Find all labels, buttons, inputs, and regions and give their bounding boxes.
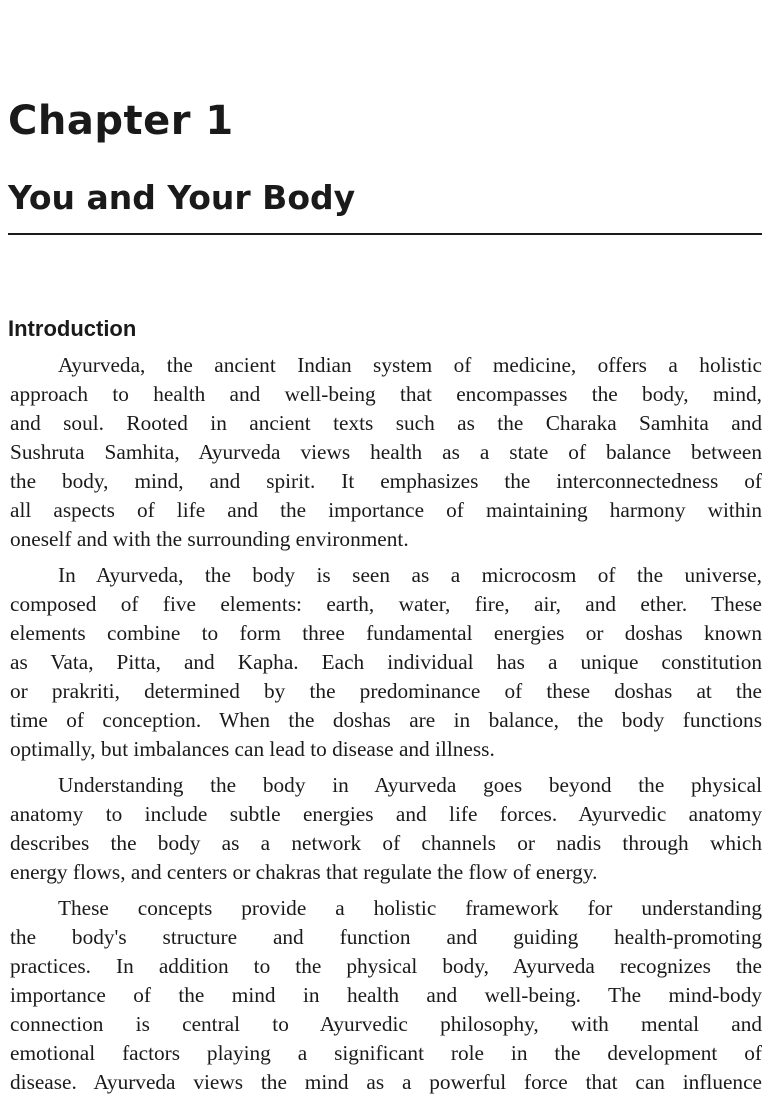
text-line: Understanding the body in Ayurveda goes beyond the physical [58,773,762,797]
text-line: time of conception. When the doshas are in balance, the body functions [10,708,762,732]
chapter-title: You and Your Body [8,178,356,217]
text-line: importance of the mind in health and well-being. The mind-body [10,983,762,1007]
text-line: anatomy to include subtle energies and life forces. Ayurvedic anatomy [10,802,762,826]
text-line: composed of five elements: earth, water, fire, air, and ether. These [10,592,762,616]
text-line: as Vata, Pitta, and Kapha. Each individual has a unique constitution [10,650,762,674]
chapter-heading: Chapter 1 [8,98,234,144]
text-line: practices. In addition to the physical body, Ayurveda recognizes the [10,954,762,978]
body-text [10,351,762,1104]
text-line: connection is central to Ayurvedic philosophy, with mental and [10,1012,762,1036]
text-line: the body's structure and function and guiding health-promoting [10,925,762,949]
paragraph [10,894,762,1097]
text-line: In Ayurveda, the body is seen as a microcosm of the universe, [58,563,762,587]
text-line: elements combine to form three fundamental energies or doshas known [10,621,762,645]
title-divider [8,233,762,235]
text-line: Sushruta Samhita, Ayurveda views health as a state of balance between [10,440,762,464]
text-line: Ayurveda, the ancient Indian system of medicine, offers a holistic [58,353,762,377]
text-line: approach to health and well-being that encompasses the body, mind, [10,382,762,406]
section-heading: Introduction [8,316,137,341]
text-line: all aspects of life and the importance of maintaining harmony within [10,498,762,522]
paragraph [10,351,762,554]
text-line: describes the body as a network of channels or nadis through which [10,831,762,855]
text-line: the body, mind, and spirit. It emphasizes the interconnectedness of [10,469,762,493]
text-line: oneself and with the surrounding environment. [10,527,409,551]
text-line: optimally, but imbalances can lead to disease and illness. [10,737,495,761]
paragraph [10,561,762,764]
paragraph [10,771,762,887]
text-line: energy flows, and centers or chakras that regulate the flow of energy. [10,860,598,884]
text-line: or prakriti, determined by the predominance of these doshas at the [10,679,762,703]
text-line: emotional factors playing a significant role in the development of [10,1041,762,1065]
text-line: These concepts provide a holistic framework for understanding [58,896,762,920]
text-line: disease. Ayurveda views the mind as a powerful force that can influence [10,1070,762,1094]
text-line: and soul. Rooted in ancient texts such as the Charaka Samhita and [10,411,762,435]
